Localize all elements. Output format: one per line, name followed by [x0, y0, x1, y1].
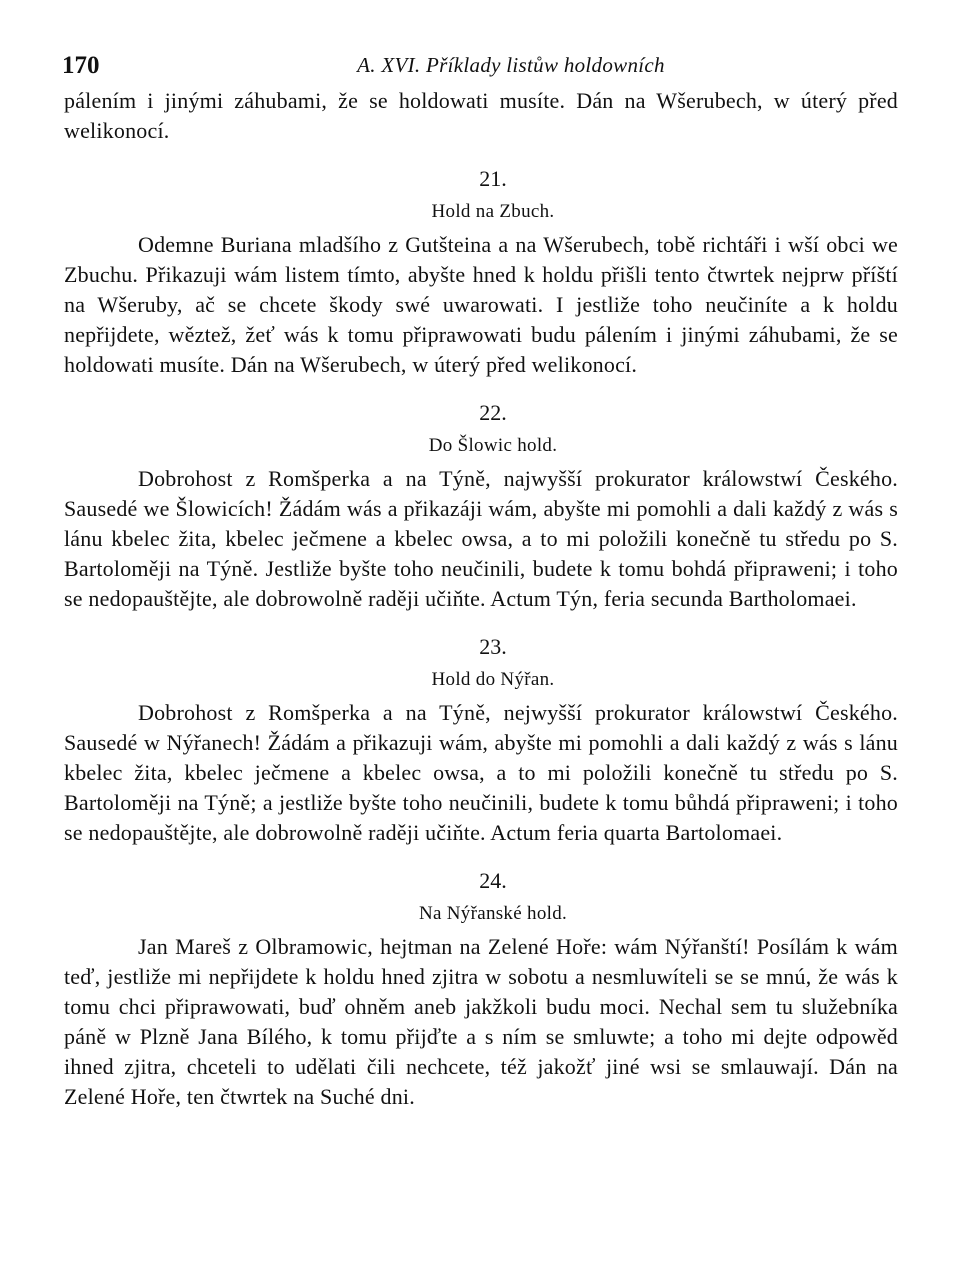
- letter-body: Jan Mareš z Olbramowic, hejtman na Zelené Hoře: wám Nýřanští! Posílám k wám teď, jestliže mi nepřijdete k holdu hned zjitra w sobotu a nesmluwíteli se se mnú, že wás k tomu chci připrawowati, buď ohněm aneb jakžkoli budu moci. Nechal sem tu služebníka páně w Plzně Jana Bílého, k tomu přijďte a s ním se smluwte; a toho mi dejte odpowěd ihned zjitra, chceteli to udělati čili nechcete, též jakožť jiné wsi se smlauwají. Dán na Zelené Hoře, ten čtwrtek na Suché dni.: [64, 934, 898, 1109]
- letter-number: 23.: [479, 634, 507, 659]
- letter-body: Dobrohost z Romšperka a na Týně, nejwyšší prokurator králowstwí Českého. Sausedé w Nýřanech! Žádám a přikazuji wám, abyšte mi pomohli a dali každý z wás s lánu kbelec žita, kbelec ječmene a kbelec owsa, a to mi položili konečně tu středu po S. Bartoloměji na Týně; a jestliže byšte toho neučinili, budete k tomu bůhdá připraweni; i toho se nedopauštějte, ale dobrowolně raději učiňte. Actum feria quarta Bartolomaei.: [64, 700, 898, 845]
- page-number: 170: [62, 52, 100, 79]
- letter-23: [64, 632, 898, 848]
- letter-number: 22.: [479, 400, 507, 425]
- book-page: [64, 48, 898, 1112]
- letter-21: [64, 164, 898, 380]
- letter-number: 24.: [479, 868, 507, 893]
- letter-heading: Hold na Zbuch.: [431, 201, 555, 222]
- letter-body: Odemne Buriana mladšího z Gutšteina a na Wšerubech, tobě richtáři i wší obci we Zbuchu. Přikazuji wám listem tímto, abyšte hned k holdu přišli tento čtwrtek nejprw příští na Wšeruby, ač se chcete škody swé uwarowati. I jestliže toho neučiníte a k holdu nepřijdete, wěztež, žeť wás k tomu připrawowati budu pálením i jinými záhubami, že se holdowati musíte. Dán na Wšerubech, w úterý před welikonocí.: [64, 232, 898, 377]
- running-head: [64, 48, 898, 84]
- letter-number: 21.: [479, 166, 507, 191]
- letter-heading: Hold do Nýřan.: [431, 669, 555, 690]
- running-title: A. XVI. Příklady listůw holdowních: [357, 53, 665, 77]
- letter-22: [64, 398, 898, 614]
- letter-heading: Do Šlowic hold.: [428, 435, 558, 456]
- letter-24: [64, 866, 898, 1112]
- letter-heading: Na Nýřanské hold.: [418, 903, 568, 924]
- letter-body: Dobrohost z Romšperka a na Týně, najwyšší prokurator králowstwí Českého. Sausedé we Šlowicích! Žádám wás a přikazáji wám, abyšte mi pomohli a dali každý z wás s lánu kbelec žita, kbelec ječmene a kbelec owsa, a to mi položili konečně tu středu po S. Bartoloměji na Týně. Jestliže byšte toho neučinili, budete k tomu bohdá připraweni; i toho se nedopauštějte, ale dobrowolně raději učiňte. Actum Týn, feria secunda Bartholomaei.: [64, 466, 898, 611]
- continuation-paragraph: pálením i jinými záhubami, že se holdowati musíte. Dán na Wšerubech, w úterý před welikonocí.: [64, 88, 898, 143]
